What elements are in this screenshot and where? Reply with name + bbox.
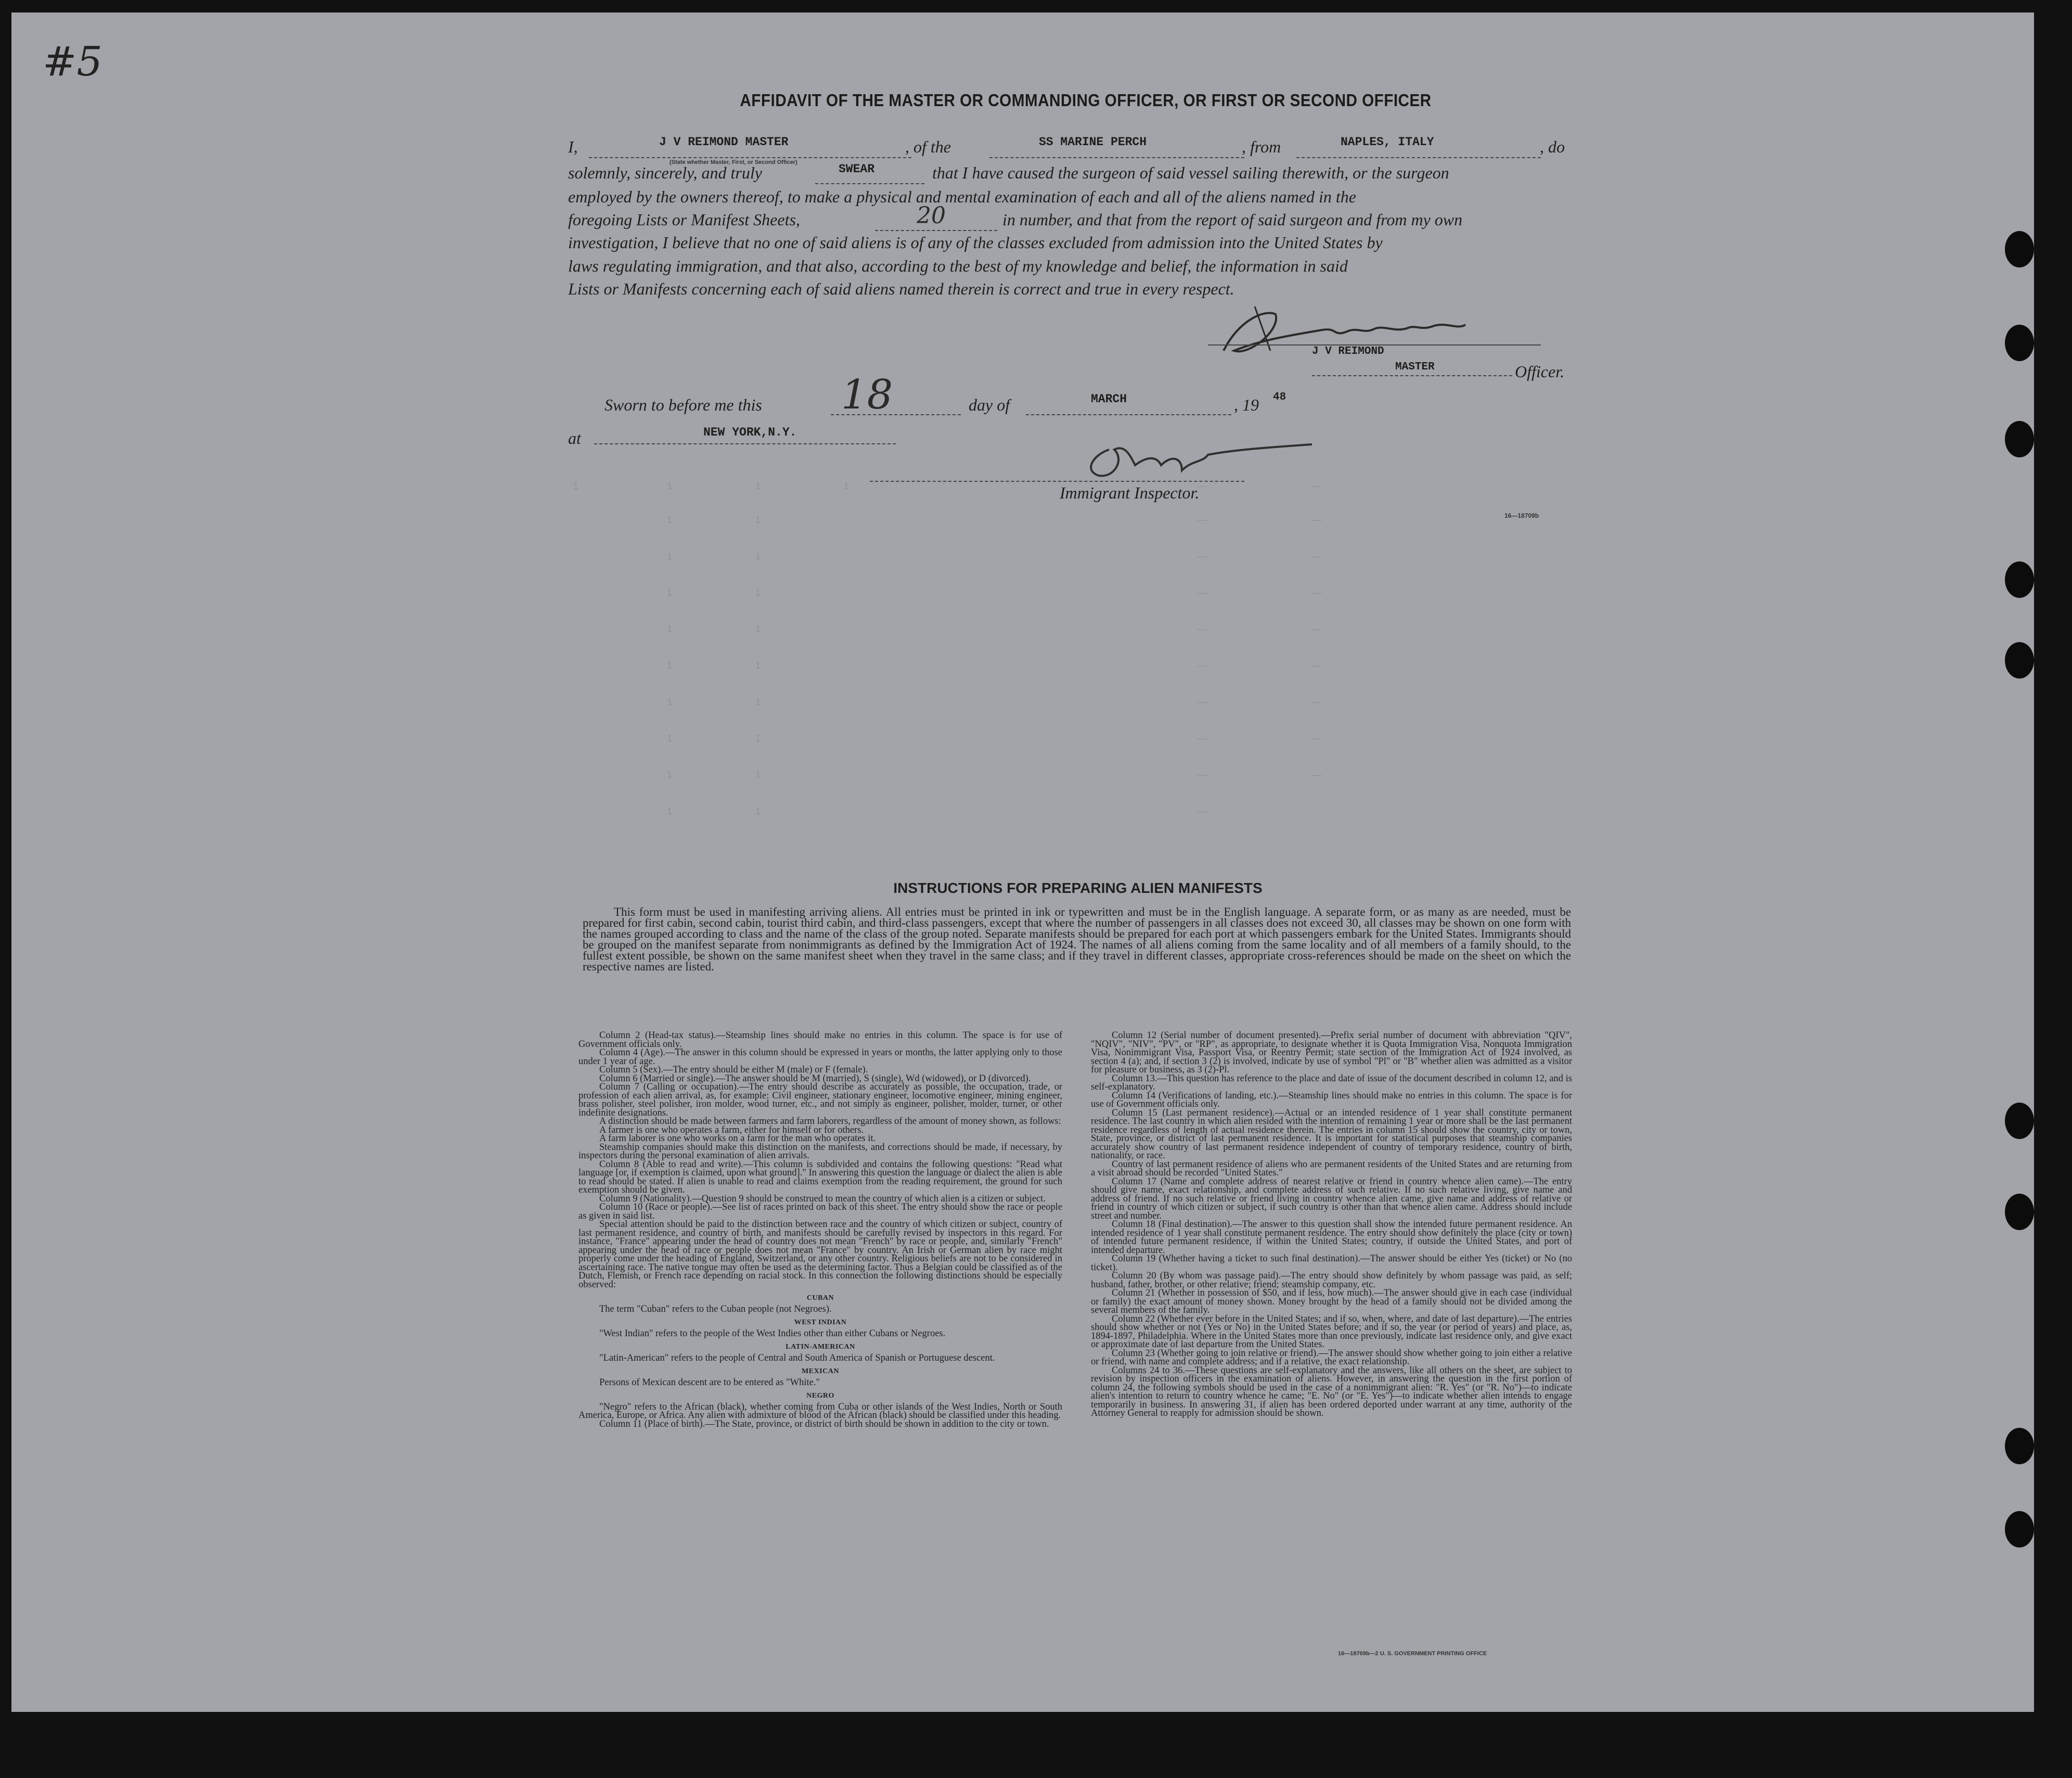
punch-hole — [2005, 561, 2034, 598]
instruction-paragraph: "Latin-American" refers to the people of Central and South America of Spanish or Portuguese descent. — [599, 1352, 995, 1363]
port-rule — [1296, 157, 1541, 158]
instruction-paragraph: Persons of Mexican descent are to be entered as "White." — [599, 1377, 820, 1388]
bleed-through-row: 1 1 — — — [667, 587, 1321, 598]
instruction-paragraph: Column 19 (Whether having a ticket to such final destination).—The answer should be either Yes (ticket) or No (no ticket). — [1091, 1253, 1572, 1273]
instruction-paragraph: Column 13.—This question has reference to the place and date of issue of the document described in column 12, and is self-explanatory. — [1091, 1073, 1572, 1092]
instructions-title: INSTRUCTIONS FOR PREPARING ALIEN MANIFESTS — [893, 880, 1263, 896]
bleed-through-row: 1 1 — — — [667, 770, 1321, 780]
corner-page-mark: #5 — [43, 39, 102, 85]
instruction-paragraph: Column 23 (Whether going to join relative or friend).—The answer should show whether going to join either a relative or friend, with name and complete address; and if a relative, the exact relationship. — [1091, 1348, 1572, 1367]
affidavit-of-the: , of the — [905, 137, 951, 156]
instruction-paragraph: Column 14 (Verifications of landing, etc.).—Steamship lines should make no entries in this column. The space is for use of Government officials only. — [1091, 1090, 1572, 1109]
bleed-through-row: 1 1 — — — [667, 733, 1321, 744]
instruction-paragraph: Column 21 (Whether in possession of $50, and if less, how much).—The answer should give in each case (individual or family) the exact amount of money shown. Money brought by the head of a family should not be divided among the several members of the family. — [1091, 1288, 1572, 1315]
printing-office-footer: 16—18709b—2 U. S. GOVERNMENT PRINTING OFFICE — [1338, 1651, 1487, 1657]
punch-hole — [2005, 421, 2034, 457]
sworn-month-field: MARCH — [1091, 392, 1127, 406]
heading-mexican: MEXICAN — [802, 1367, 839, 1375]
bleed-through-row: 1 1 — — [667, 806, 1207, 816]
form-number: 16—18709b — [1504, 512, 1539, 519]
inspector-signature — [1078, 429, 1328, 486]
bleed-through-row: 1 1 — — — [667, 660, 1321, 671]
heading-cuban: CUBAN — [806, 1294, 834, 1302]
punch-hole — [2005, 231, 2034, 267]
punch-hole — [2005, 1103, 2034, 1139]
affidavit-line-2: that I have caused the surgeon of said vessel sailing therewith, or the surgeon — [932, 163, 1449, 182]
affidavit-line-5: investigation, I believe that no one of said aliens is of any of the classes excluded from admission into the United States by — [568, 233, 1383, 252]
instruction-paragraph: Column 12 (Serial number of document presented).—Prefix serial number of document with abbreviation "QIV", "NQIV", "NIV", "PV", or "RP", as appropriate, to designate whether it is Quota Immigration Visa, Nonquota Immigration Visa, Nonimmigrant Visa, Passport Visa, or Reentry Permit; state section of the Immigration Act of 1924 involved, as section 4 (a); and, if section 3 (2) is involved, indicate by use of symbol "Pl" or "B" whether alien was admitted as a visitor for pleasure or business, as 3 (2)-Pl. — [1091, 1030, 1572, 1075]
instruction-paragraph: Column 5 (Sex).—The entry should be either M (male) or F (female). — [599, 1065, 868, 1075]
affidavit-i: I, — [568, 137, 578, 156]
instruction-paragraph: Columns 24 to 36.—These questions are self-explanatory and the answers, like all others on the sheet, are subject to revision by inspection officers in the examination of aliens. However, in answering the question in the first portion of column 24, the following symbols should be used in the case of a nonimmigrant alien: "R. Yes" (or "R. No")—to indicate alien's intention to return to country whence he came; "E. No" (or "E. Yes")—to indicate whether alien intends to engage temporarily in business. In answering 31, if alien has been ordered deported under warrant at any time, authority of the Attorney General to reapply for admission should be shown. — [1091, 1365, 1572, 1418]
sworn-label: Sworn to before me this — [604, 395, 762, 414]
affidavit-title: AFFIDAVIT OF THE MASTER OR COMMANDING OFFICER, OR FIRST OR SECOND OFFICER — [740, 91, 1432, 110]
vessel-rule — [989, 157, 1244, 158]
sheet-count-field: 20 — [917, 202, 946, 229]
officer-label: Officer. — [1515, 362, 1565, 381]
master-name-field: J V REIMOND MASTER — [659, 135, 789, 149]
instruction-paragraph: Column 9 (Nationality).—Question 9 should be construed to mean the country of which alien is a citizen or subject. — [599, 1193, 1046, 1204]
place-rule — [594, 443, 896, 444]
punch-hole — [2005, 1194, 2034, 1230]
instruction-paragraph: Column 10 (Race or people).—See list of races printed on back of this sheet. The entry should show the race or people as given in said list. — [578, 1202, 1062, 1221]
departure-port-field: NAPLES, ITALY — [1341, 135, 1434, 149]
inspector-label: Immigrant Inspector. — [1060, 483, 1200, 502]
sworn-place-field: NEW YORK,N.Y. — [703, 426, 797, 439]
instruction-paragraph: The term "Cuban" refers to the Cuban people (not Negroes). — [599, 1303, 832, 1314]
instruction-paragraph: Special attention should be paid to the distinction between race and the country of which citizen or subject, country of last permanent residence, and country of birth, and manifests should be carefully revised by inspectors in this regard. For instance, "France" appearing under the head of country does not mean "French" by race or people, and, similarly "French" appearing under the head of race or people does not mean "France" by country. An Irish or German alien by race might properly come under the heading of England, Switzerland, or any other country. Religious beliefs are not to be considered in ascertaining race. The native tongue may often be used as the determining factor. Thus a Belgian could be classified as of the Dutch, Flemish, or French race depending on racial stock. In this connection the following distinctions should be especially observed: — [578, 1219, 1062, 1290]
instruction-paragraph: Country of last permanent residence of aliens who are permanent residents of the United States and are returning from a visit abroad should be recorded "United States." — [1091, 1159, 1572, 1178]
heading-latin-american: LATIN-AMERICAN — [786, 1343, 855, 1351]
instruction-paragraph: Steamship companies should make this distinction on the manifests, and corrections should be made, if necessary, by inspectors during the personal examination of alien arrivals. — [578, 1142, 1062, 1161]
swear-rule — [815, 183, 924, 184]
day-of-label: day of — [969, 395, 1010, 414]
instructions-right-column — [1091, 1031, 1572, 1418]
punch-hole — [2005, 642, 2034, 679]
instruction-paragraph: A distinction should be made between farmers and farm laborers, regardless of the amount of money shown, as follows: — [599, 1116, 1061, 1127]
heading-negro: NEGRO — [806, 1392, 834, 1400]
instruction-paragraph: A farm laborer is one who works on a farm for the man who operates it. — [599, 1133, 876, 1144]
affidavit-line-3: employed by the owners thereof, to make a physical and mental examination of each and all of the aliens named in the — [568, 187, 1356, 206]
instruction-paragraph: Column 8 (Able to read and write).—This column is subdivided and contains the following questions: "Read what language [or, if exemption is claimed, upon what ground]." In answering this question the language or dialect the alien is able to read should be stated. If alien is unable to read and claims exemption from the reading requirement, the ground for such exemption should be given. — [578, 1159, 1063, 1195]
instruction-paragraph: Column 15 (Last permanent residence).—Actual or an intended residence of 1 year shall constitute permanent residence. The last country in which alien resided with the intention of remaining 1 year or more shall be the last permanent residence regardless of length of actual residence therein. The entries in column 15 should show the country, city or town, State, province, or district of last permanent residence. It is important for statistical purposes that steamship companies accurately show country of last permanent residence independent of country of temporary residence, country of birth, nationality, or race. — [1091, 1107, 1572, 1161]
affidavit-foregoing: foregoing Lists or Manifest Sheets, — [568, 210, 800, 229]
manifest-sheet — [11, 12, 2034, 1712]
sheets-rule — [875, 230, 997, 231]
bleed-through-row: 1 1 — — — [667, 551, 1321, 561]
at-label: at — [568, 429, 581, 447]
instruction-paragraph: Column 7 (Calling or occupation).—The entry should describe as accurately as possible, the occupation, trade, or profession of each alien arrival, as, for example: Civil engineer, stationary engineer, locomotive engineer, mining engineer, brass polisher, steel polisher, iron molder, wood turner, etc., and not simply as engineer, polisher, molder, turner, or other indefinite designations. — [578, 1082, 1062, 1118]
month-rule — [1026, 414, 1231, 415]
instructions-left-column — [578, 1031, 1062, 1428]
vessel-field: SS MARINE PERCH — [1039, 135, 1147, 149]
punch-hole — [2005, 1511, 2034, 1547]
sworn-day-field: 18 — [841, 372, 893, 418]
instruction-paragraph: "West Indian" refers to the people of the West Indies other than either Cubans or Negroes. — [599, 1328, 946, 1339]
punch-hole — [2005, 1428, 2034, 1464]
instructions-intro: This form must be used in manifesting arriving aliens. All entries must be printed in ink or typewritten and must be in the English language. A separate form, or as many as are needed, must be prepared for first cabin, second cabin, tourist third cabin, and third-class passengers, except that where the number of passengers in all classes does not exceed 30, all classes may be shown on one form with the names grouped according to class and the name of the class of the group noted. Separate manifests should be prepared for each port at which passengers embark for the United States. Immigrants should be grouped on the manifest separate from nonimmigrants as defined by the Immigration Act of 1924. The names of all aliens coming from the same locality and of all members of a family should, to the fullest extent possible, be shown on the same manifest sheet when they travel in the same class; and if they travel in different classes, appropriate cross-references should be made on the sheet on which the respective names are listed. — [583, 905, 1571, 973]
affidavit-from: , from — [1242, 137, 1281, 156]
signer-name: J V REIMOND — [1312, 346, 1384, 357]
affidavit-do: , do — [1540, 137, 1565, 156]
bleed-through-row: 1 1 1 1 — — — [573, 481, 1321, 491]
affidavit-line-6: laws regulating immigration, and that also, according to the best of my knowledge and belief, the information in said — [568, 257, 1348, 275]
state-whether-note: (State whether Master, First, or Second Officer) — [670, 159, 797, 165]
oath-type-field: SWEAR — [839, 162, 875, 176]
instruction-paragraph: Column 17 (Name and complete address of nearest relative or friend in country whence alien came).—The entry should give name, exact relationship, and complete address of such relative. If no such relative living, give name and address of friend. If no such relative or friend living in country whence alien came, give name and address of relative or friend in country of which citizen or subject, if such country is other than that whence alien came. Address should include street and number. — [1091, 1176, 1572, 1221]
punch-hole — [2005, 325, 2034, 361]
year-label: , 19 — [1234, 395, 1259, 414]
affidavit-line-4: in number, and that from the report of said surgeon and from my own — [1002, 210, 1463, 229]
instruction-paragraph: Column 20 (By whom was passage paid).—The entry should show definitely by whom passage was paid, as self; husband, father, brother, or other relative; friend; steamship company, etc. — [1091, 1271, 1572, 1290]
instruction-paragraph: A farmer is one who operates a farm, either for himself or for others. — [599, 1124, 864, 1135]
affidavit-solemnly: solemnly, sincerely, and truly — [568, 163, 762, 182]
name-rule — [589, 157, 911, 158]
bleed-through-row: 1 1 — — — [667, 515, 1321, 525]
affidavit-line-7: Lists or Manifests concerning each of said aliens named therein is correct and true in every respect. — [568, 279, 1234, 298]
instruction-paragraph: "Negro" refers to the African (black), whether coming from Cuba or other islands of the West Indies, North or South America, Europe, or Africa. Any alien with admixture of blood of the African (black) should be classified under this heading. — [578, 1401, 1062, 1421]
sworn-year-field: 48 — [1273, 391, 1286, 403]
instruction-paragraph: Column 6 (Married or single).—The answer should be M (married), S (single), Wd (widowed), or D (divorced). — [599, 1073, 1031, 1084]
instruction-paragraph: Column 18 (Final destination).—The answer to this question shall show the intended future permanent residence. An intended residence of 1 year shall constitute permanent residence. The entry should show definitely the place (city or town) of intended future permanent residence, if within the United States; country, if outside the United States, and port of intended departure. — [1091, 1219, 1572, 1256]
instruction-paragraph: Column 22 (Whether ever before in the United States; and if so, when, where, and date of last departure).—The entries should show whether or not (Yes or No) in the United States before; and if so, the year (or period of years) and place, as, 1894-1897, Philadelphia. Where in the United States more than once previously, indicate last residence only, and give exact or approximate date of last departure from the United States. — [1091, 1313, 1572, 1350]
bleed-through-row: 1 1 — — — [667, 697, 1321, 707]
instruction-paragraph: Column 11 (Place of birth).—The State, province, or district of birth should be shown in addition to the city or town. — [599, 1418, 1049, 1429]
bleed-through-row: 1 1 — — — [667, 624, 1321, 634]
heading-west-indian: WEST INDIAN — [794, 1319, 847, 1326]
signer-rank: MASTER — [1395, 361, 1435, 373]
instruction-paragraph: Column 2 (Head-tax status).—Steamship lines should make no entries in this column. The space is for use of Government officials only. — [578, 1030, 1062, 1050]
rank-rule — [1312, 375, 1512, 376]
instruction-paragraph: Column 4 (Age).—The answer in this column should be expressed in years or months, the latter applying only to those under 1 year of age. — [578, 1047, 1062, 1067]
